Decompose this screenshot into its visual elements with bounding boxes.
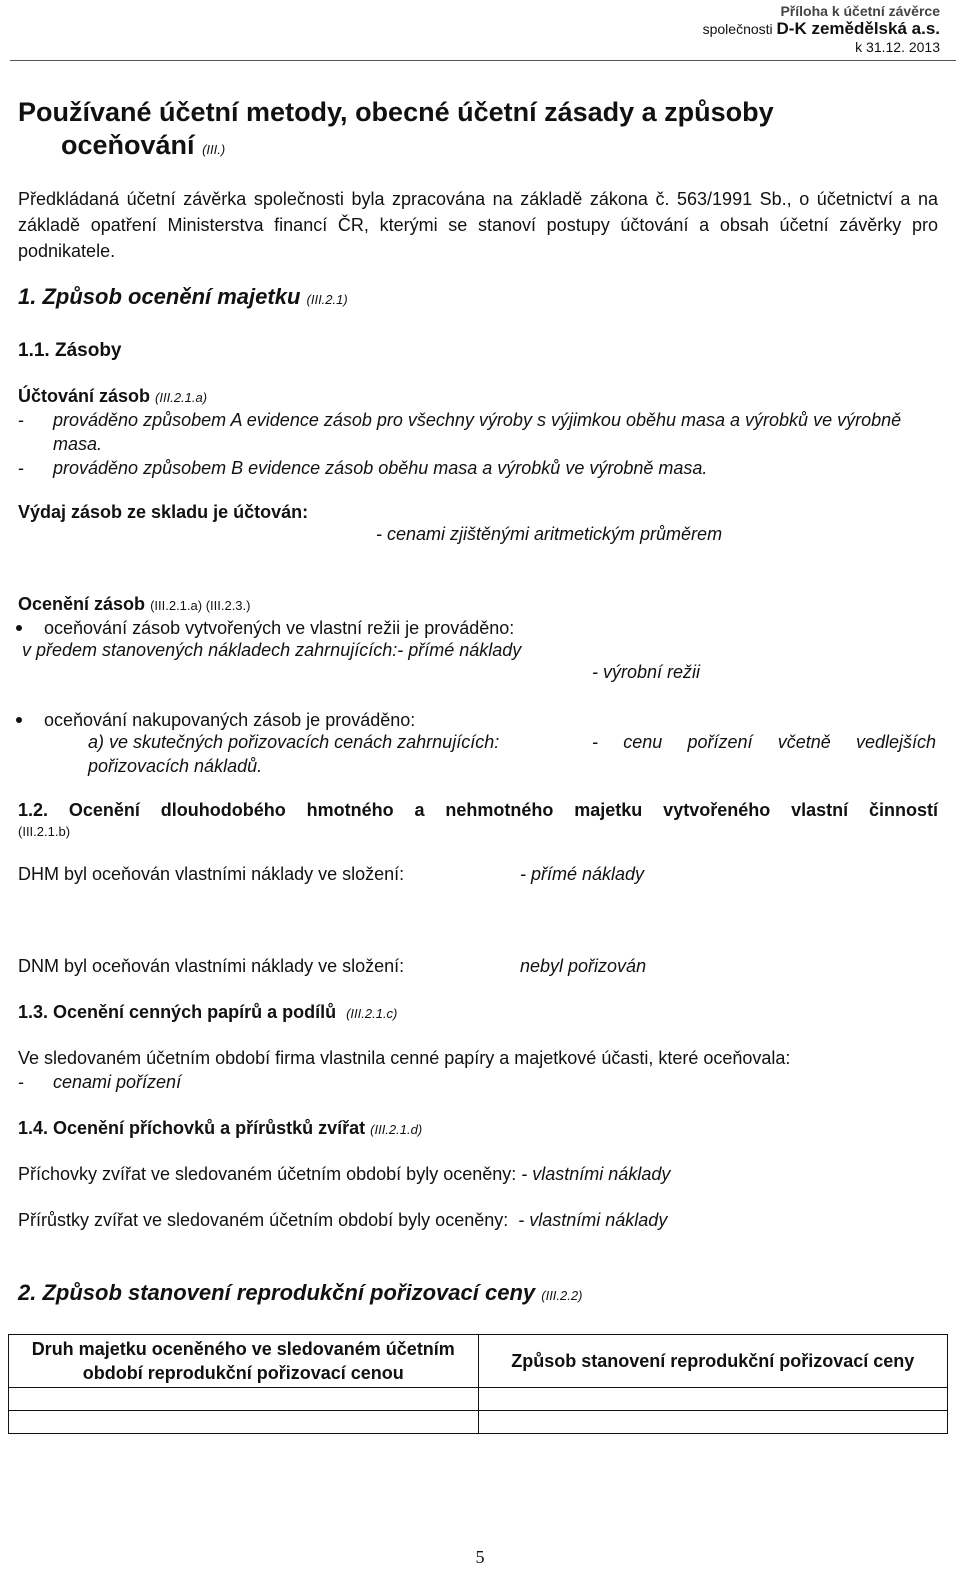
section-2-ref: (III.2.2) — [541, 1288, 583, 1303]
bullet-dot — [16, 717, 22, 723]
page-number: 5 — [475, 1547, 485, 1567]
uctovani-zasob-heading — [18, 386, 207, 407]
header-attachment-label: Příloha k účetní závěrce — [780, 3, 940, 19]
oceneni-bullet-1-sub — [22, 640, 521, 661]
oceneni-zasob-heading — [18, 594, 250, 615]
oceneni-bullet-2-text: oceňování nakupovaných zásob je prováděno: — [44, 710, 416, 730]
uctovani-dash-text-2: prováděno způsobem B evidence zásob oběhu masa a výrobků ve výrobně masa. — [53, 458, 708, 478]
dnm-value: nebyl pořizován — [520, 956, 647, 976]
table-cell — [9, 1388, 479, 1411]
section-1-title: 1. Způsob ocenění majetku — [18, 284, 301, 309]
dash-marker: - — [18, 1072, 24, 1092]
table-row — [9, 1411, 948, 1434]
uctovani-dash-item-2 — [18, 456, 938, 480]
uctovani-zasob-label: Účtování zásob — [18, 386, 151, 406]
section-1-1-heading: 1.1. Zásoby — [18, 340, 122, 361]
page-title-line1: Používané účetní metody, obecné účetní zásady a způsoby — [18, 97, 774, 127]
table-header-cell-2: Způsob stanovení reprodukční pořizovací ceny — [478, 1335, 948, 1388]
section-1-4-title: 1.4. Ocenění příchovků a přírůstků zvířat — [18, 1118, 366, 1138]
page-title — [18, 96, 774, 166]
dhm-value: - přímé náklady — [520, 864, 645, 884]
oceneni-bullet-2 — [16, 708, 415, 732]
oceneni-bullet-2-a-value: - cenu pořízení včetně vedlejších — [592, 732, 936, 752]
section-1-heading — [18, 284, 348, 310]
dash-marker: - — [18, 410, 24, 430]
table-cell — [9, 1411, 479, 1434]
table-cell — [478, 1411, 948, 1434]
table-cell — [478, 1388, 948, 1411]
prirustky-value: - vlastními náklady — [518, 1210, 668, 1230]
section-1-3-heading — [18, 1002, 397, 1023]
section-1-2-ref: (III.2.1.b) — [18, 824, 71, 839]
prichovky-line — [18, 1164, 670, 1185]
vydaj-zasob-label: Výdaj zásob ze skladu je účtován: — [18, 502, 309, 522]
page-title-word: oceňování — [61, 130, 195, 160]
section-2-title: 2. Způsob stanovení reprodukční pořizovací ceny — [18, 1280, 536, 1305]
header-company-line — [703, 20, 940, 38]
oceneni-zasob-ref: (III.2.1.a) (III.2.3.) — [150, 598, 251, 613]
header-company-prefix: společnosti — [702, 21, 773, 37]
oceneni-zasob-label: Ocenění zásob — [18, 594, 146, 614]
table-header-row — [9, 1335, 948, 1388]
dash-marker: - — [18, 458, 24, 478]
section-2-heading — [18, 1280, 582, 1306]
header-date: k 31.12. 2013 — [855, 39, 940, 55]
page-title-ref: (III.) — [202, 142, 226, 157]
oceneni-bullet-1-text: oceňování zásob vytvořených ve vlastní režii je prováděno: — [44, 618, 515, 638]
section-1-3-dash-text: cenami pořízení — [53, 1072, 182, 1092]
uctovani-zasob-ref: (III.2.1.a) — [155, 390, 208, 405]
section-1-ref: (III.2.1) — [306, 292, 348, 307]
oceneni-bullet-1 — [16, 616, 514, 640]
oceneni-bullet-1-value-2: - výrobní režii — [592, 662, 701, 682]
section-1-4-ref: (III.2.1.d) — [370, 1122, 423, 1137]
oceneni-bullet-2-a-cont: pořizovacích nákladů. — [88, 756, 263, 776]
section-1-2-heading: 1.2. Ocenění dlouhodobého hmotného a nehmotného majetku vytvořeného vlastní činností — [18, 800, 938, 820]
intro-paragraph: Předkládaná účetní závěrka společnosti byla zpracována na základě zákona č. 563/1991 Sb., o účetnictví a na základě opatření Ministerstva financí ČR, kterými se stanoví postupy účtování a obsah účetní závěrky pro podnikatele. — [18, 189, 938, 261]
document-header — [703, 2, 940, 56]
page-title-line2 — [18, 129, 774, 166]
section-1-4-heading — [18, 1118, 422, 1139]
vydaj-zasob-value: - cenami zjištěnými aritmetickým průměrem — [376, 524, 723, 544]
prichovky-label: Příchovky zvířat ve sledovaném účetním období byly oceněny: — [18, 1164, 517, 1184]
bullet-dot — [16, 625, 22, 631]
section-1-3-title: 1.3. Ocenění cenných papírů a podílů — [18, 1002, 337, 1022]
oceneni-bullet-1-sub-label: v předem stanovených nákladech zahrnujících: — [22, 640, 398, 660]
prirustky-label: Přírůstky zvířat ve sledovaném účetním období byly oceněny: — [18, 1210, 509, 1230]
table-row — [9, 1388, 948, 1411]
prirustky-line — [18, 1210, 667, 1231]
header-divider — [10, 60, 956, 61]
uctovani-dash-text-1: prováděno způsobem A evidence zásob pro všechny výroby s výjimkou oběhu masa a výrobků ve výrobně masa. — [53, 410, 902, 454]
header-company-name: D-K zemědělská a.s. — [776, 19, 940, 38]
table-header-cell-1: Druh majetku oceněného ve sledovaném účetním období reprodukční pořizovací cenou — [9, 1335, 479, 1388]
dhm-label: DHM byl oceňován vlastními náklady ve složení: — [18, 864, 405, 884]
uctovani-dash-item-1 — [18, 408, 938, 454]
reproduction-price-table — [8, 1334, 948, 1434]
dnm-label: DNM byl oceňován vlastními náklady ve složení: — [18, 956, 405, 976]
section-1-3-ref: (III.2.1.c) — [346, 1006, 398, 1021]
oceneni-bullet-2-a: a) ve skutečných pořizovacích cenách zahrnujících: — [88, 732, 500, 752]
oceneni-bullet-1-value-1: - přímé náklady — [397, 640, 522, 660]
prichovky-value: - vlastními náklady — [521, 1164, 671, 1184]
section-1-3-text: Ve sledovaném účetním období firma vlastnila cenné papíry a majetkové účasti, které oceňovala: — [18, 1048, 791, 1068]
section-1-3-dash — [18, 1070, 418, 1094]
